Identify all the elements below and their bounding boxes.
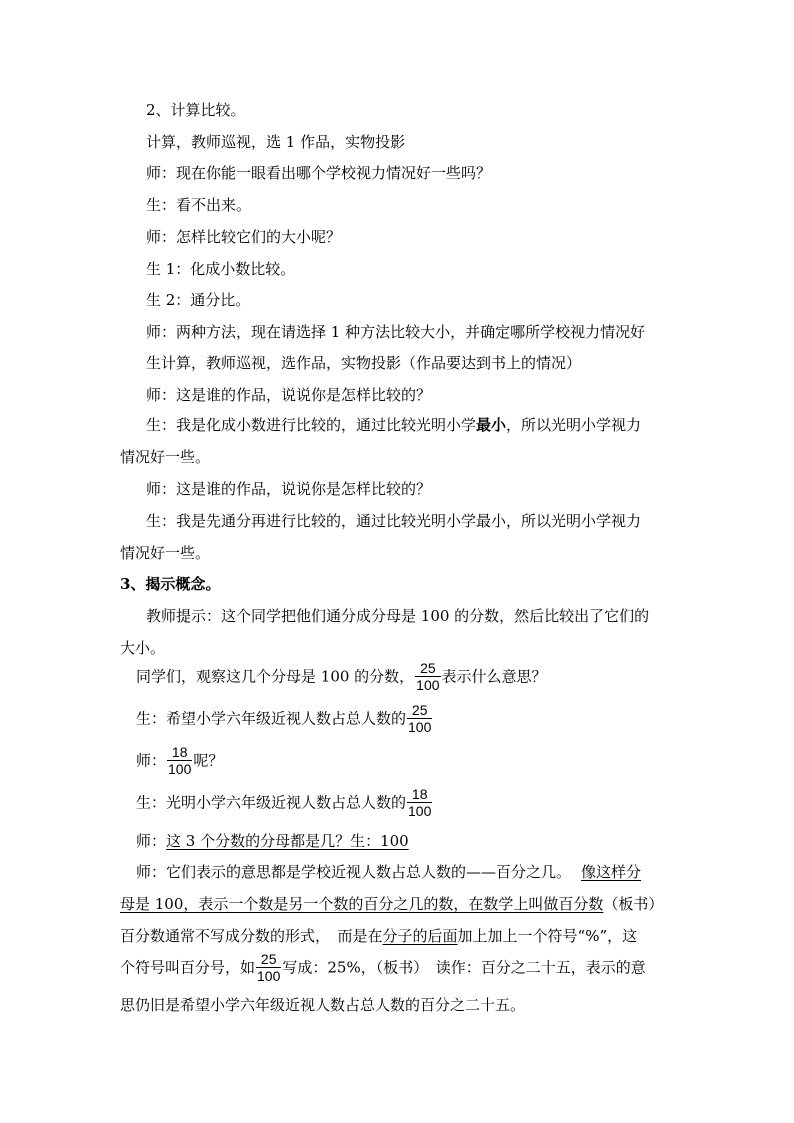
- paragraph: 师：这是谁的作品，说说你是怎样比较的？: [146, 386, 432, 404]
- paragraph: 师：两种方法，现在请选择 1 种方法比较大小，并确定哪所学校视力情况好: [146, 323, 646, 341]
- paragraph: 师：它们表示的意思都是学校近视人数占总人数的——百分之几。 像这样分: [136, 863, 642, 881]
- bold-text: 最小: [476, 416, 507, 434]
- paragraph: 师：现在你能一眼看出哪个学校视力情况好一些吗？: [146, 164, 492, 182]
- paragraph: 百分数通常不写成分数的形式， 而是在分子的后面加上加上一个符号“%”，这: [120, 927, 638, 945]
- fraction: $\frac{18}{100}$: [408, 786, 432, 819]
- paragraph: 情况好一些。: [120, 544, 211, 562]
- paragraph: 生：看不出来。: [146, 196, 252, 214]
- underlined-text: 这 3 个分数的分母都是几？生：100: [166, 832, 409, 850]
- paragraph: 生：我是化成小数进行比较的，通过比较光明小学最小，所以光明小学视力: [146, 416, 642, 434]
- paragraph: 大小。: [120, 639, 166, 657]
- paragraph: 师：这是谁的作品，说说你是怎样比较的？: [146, 480, 432, 498]
- paragraph: 生：我是先通分再进行比较的，通过比较光明小学最小，所以光明小学视力: [146, 512, 642, 530]
- paragraph: 情况好一些。: [120, 448, 211, 466]
- paragraph-with-fraction: 生：光明小学六年级近视人数占总人数的 $\frac{18}{100}$: [136, 786, 432, 819]
- paragraph: 师：这 3 个分数的分母都是几？生：100: [136, 832, 409, 850]
- underlined-text: 像这样分: [581, 863, 642, 881]
- underlined-text: 母是 100，表示一个数是另一个数的百分之几的数，在数学上叫做百分数: [120, 895, 604, 913]
- fraction: $\frac{25}{100}$: [416, 660, 440, 693]
- paragraph: 母是 100，表示一个数是另一个数的百分之几的数，在数学上叫做百分数（板书）: [120, 895, 664, 913]
- paragraph: 思仍旧是希望小学六年级近视人数占总人数的百分之二十五。: [120, 996, 526, 1014]
- paragraph: 计算，教师巡视，选 1 作品，实物投影: [146, 133, 406, 151]
- paragraph: 教师提示：这个同学把他们通分成分母是 100 的分数，然后比较出了它们的: [146, 607, 650, 625]
- section-heading-compute: 2、计算比较。: [146, 101, 246, 119]
- paragraph: 生 1：化成小数比较。: [146, 260, 296, 278]
- paragraph: 生计算，教师巡视，选作品，实物投影（作品要达到书上的情况）: [146, 354, 582, 372]
- section-heading-concept: 3、揭示概念。: [120, 575, 221, 593]
- paragraph: 生 2：通分比。: [146, 291, 251, 309]
- paragraph-with-fraction: 师： $\frac{18}{100}$ 呢？: [136, 744, 224, 777]
- paragraph: 师：怎样比较它们的大小呢？: [146, 228, 342, 246]
- fraction: $\frac{18}{100}$: [168, 744, 192, 777]
- paragraph-with-fraction: 个符号叫百分号，如 $\frac{25}{100}$ 写成：25%，（板书） 读作：百分之二十五，表示的意: [120, 951, 646, 984]
- fraction: $\frac{25}{100}$: [257, 951, 281, 984]
- paragraph-with-fraction: 同学们，观察这几个分母是 100 的分数， $\frac{25}{100}$ 表示什么意思？: [136, 660, 547, 693]
- underlined-text: 分子的后面: [382, 927, 458, 945]
- paragraph-with-fraction: 生：希望小学六年级近视人数占总人数的 $\frac{25}{100}$: [136, 702, 432, 735]
- fraction: $\frac{25}{100}$: [408, 702, 432, 735]
